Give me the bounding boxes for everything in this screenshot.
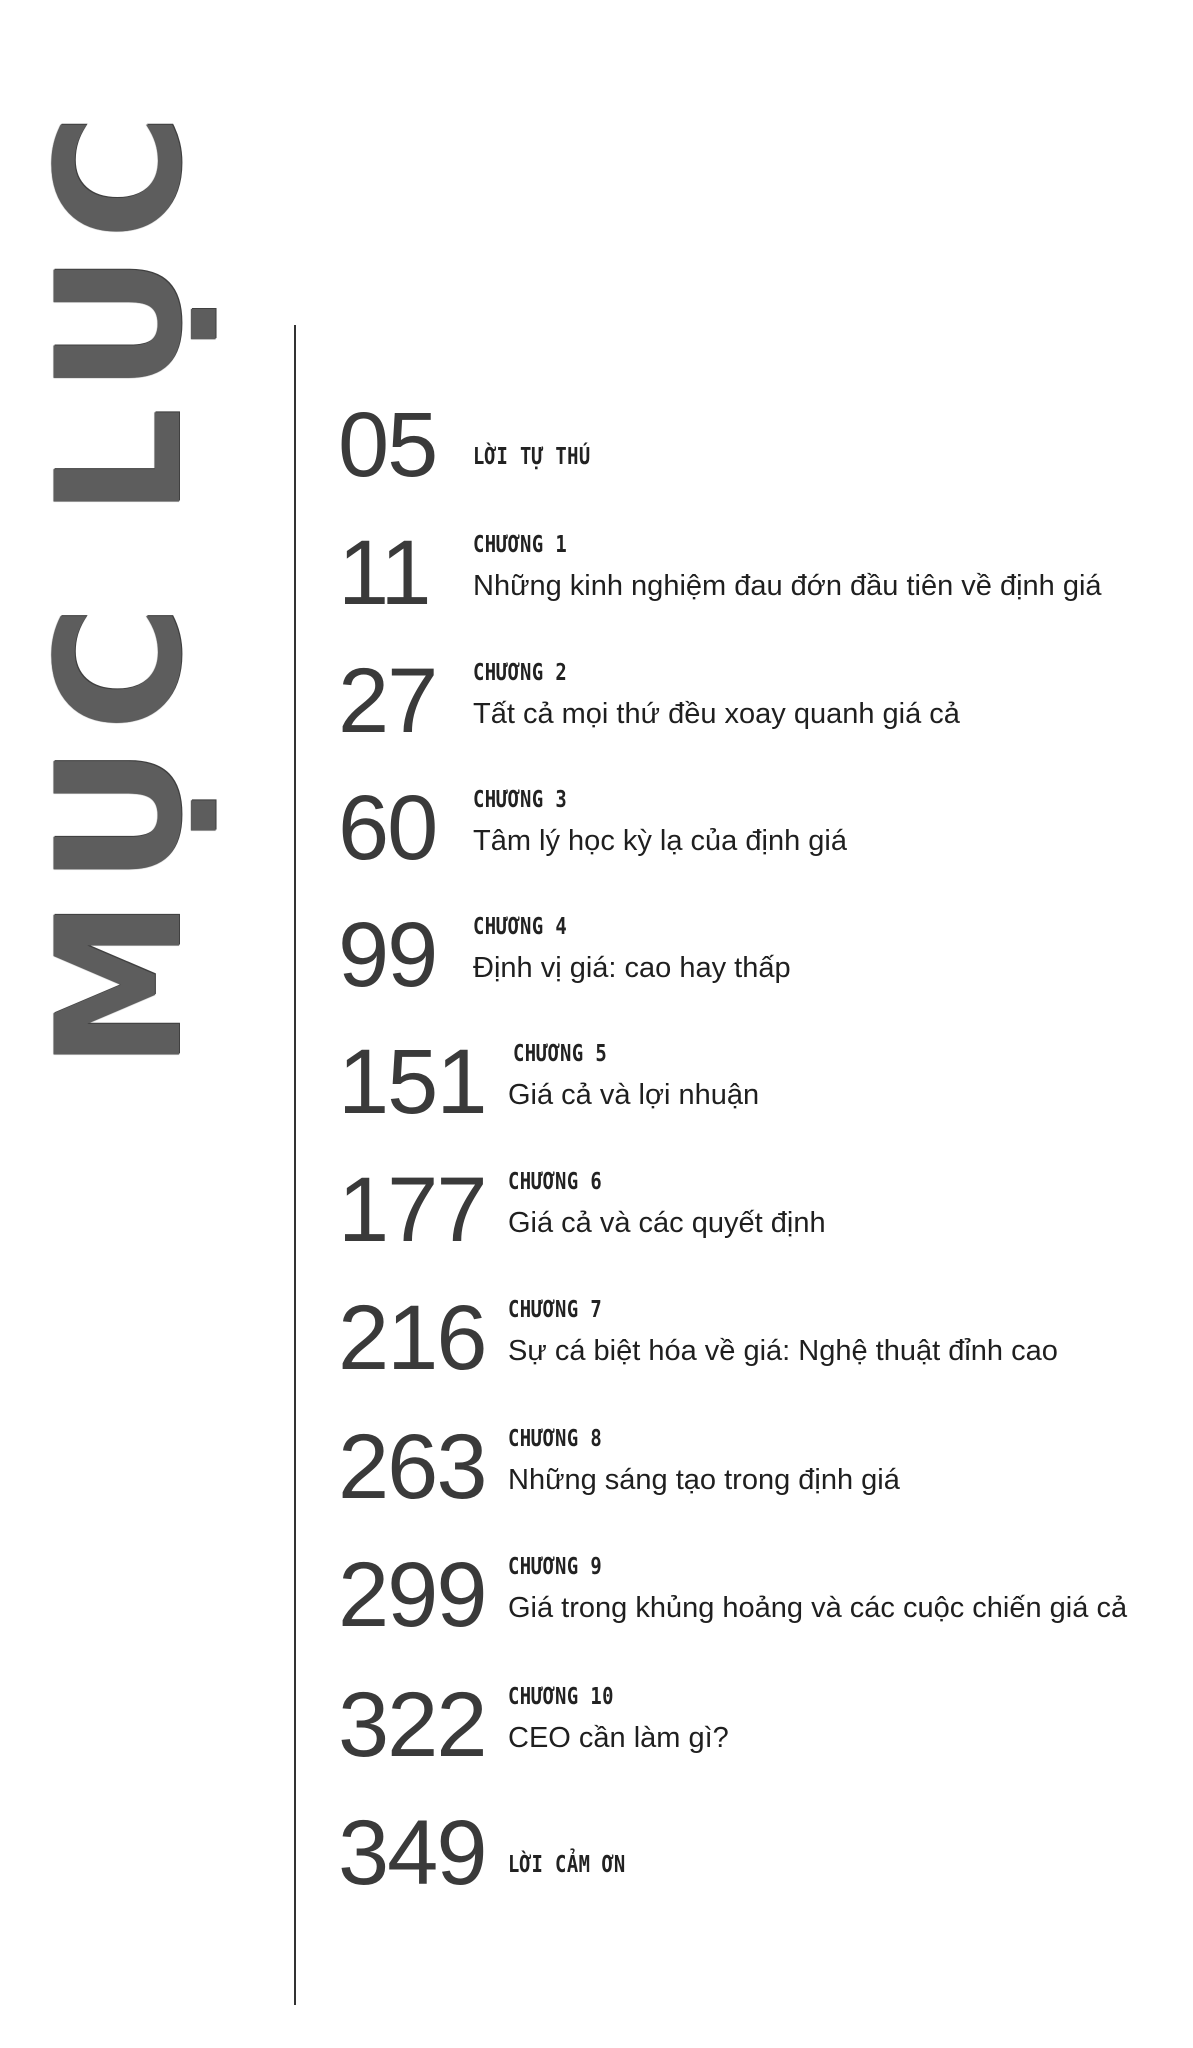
- page-title: MỤC LỤC: [19, 99, 220, 1071]
- chapter-label: CHƯƠNG 6: [508, 1169, 603, 1195]
- toc-entry: [338, 777, 1138, 879]
- page-number: 60: [338, 777, 437, 879]
- chapter-label: CHƯƠNG 4: [473, 914, 568, 940]
- chapter-title: Những kinh nghiệm đau đớn đầu tiên về định giá: [473, 570, 1102, 602]
- toc-entry: [338, 394, 1138, 496]
- page-number: 349: [338, 1802, 486, 1904]
- page-number: 99: [338, 904, 437, 1006]
- chapter-title: Giá trong khủng hoảng và các cuộc chiến giá cả: [508, 1592, 1128, 1624]
- chapter-label: CHƯƠNG 8: [508, 1426, 603, 1452]
- chapter-title: Định vị giá: cao hay thấp: [473, 952, 791, 984]
- chapter-title: Giá cả và lợi nhuận: [508, 1079, 760, 1111]
- chapter-title: Tâm lý học kỳ lạ của định giá: [473, 825, 847, 857]
- chapter-title: Giá cả và các quyết định: [508, 1207, 826, 1239]
- chapter-label: CHƯƠNG 1: [473, 532, 568, 558]
- section-title: LỜI CẢM ƠN: [508, 1852, 626, 1878]
- chapter-title: Sự cá biệt hóa về giá: Nghệ thuật đỉnh cao: [508, 1335, 1058, 1367]
- page-number: 11: [338, 522, 430, 624]
- chapter-label: CHƯƠNG 5: [513, 1041, 608, 1067]
- chapter-label: CHƯƠNG 7: [508, 1297, 603, 1323]
- toc-entry: [338, 1802, 1158, 1904]
- page-number: 05: [338, 394, 437, 496]
- toc-entry: [338, 522, 1138, 624]
- chapter-title: Những sáng tạo trong định giá: [508, 1464, 900, 1496]
- toc-entry: [338, 1287, 1158, 1389]
- section-title: LỜI TỰ THÚ: [473, 444, 591, 470]
- toc-entry: [338, 1544, 1158, 1646]
- chapter-title: Tất cả mọi thứ đều xoay quanh giá cả: [473, 698, 960, 730]
- page-number: 299: [338, 1544, 486, 1646]
- chapter-label: CHƯƠNG 3: [473, 787, 568, 813]
- toc-entry: [338, 1159, 1158, 1261]
- page-number: 177: [338, 1159, 486, 1261]
- toc-entry: [338, 650, 1138, 752]
- page-number: 263: [338, 1416, 486, 1518]
- chapter-label: CHƯƠNG 10: [508, 1684, 614, 1710]
- page-number: 27: [338, 650, 437, 752]
- toc-entry: [338, 1674, 1158, 1776]
- toc-entry: [338, 904, 1138, 1006]
- chapter-label: CHƯƠNG 2: [473, 660, 568, 686]
- toc-entry: [338, 1416, 1158, 1518]
- chapter-title: CEO cần làm gì?: [508, 1722, 729, 1754]
- chapter-label: CHƯƠNG 9: [508, 1554, 603, 1580]
- page-number: 216: [338, 1287, 486, 1389]
- toc-entry: [338, 1031, 1158, 1133]
- page-number: 322: [338, 1674, 486, 1776]
- page-number: 151: [338, 1031, 486, 1133]
